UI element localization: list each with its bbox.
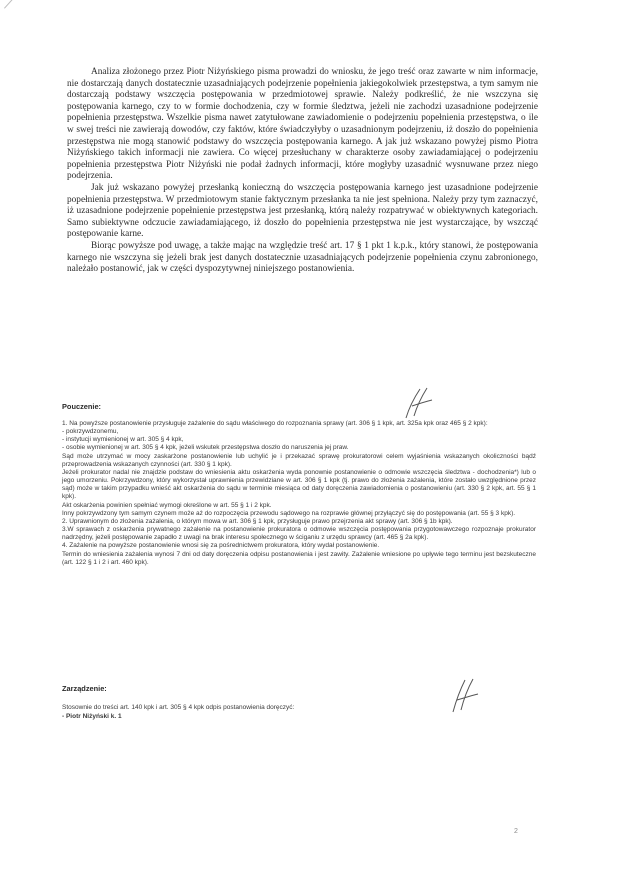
pouczenie-list xyxy=(62,420,536,567)
paragraph-conclusion: Biorąc powyższe pod uwagę, a także mając na względzie treść art. 17 § 1 pkt 1 k.p.k., który stanowi, że postępowania karnego nie wszczyna się jeżeli brak jest danych dostatecznie uzasadniających podejrzenie popełnienia czynu zabronionego, należało postanowić, jak w części dyspozytywnej niniejszego postanowienia. xyxy=(67,240,538,275)
signature-pouczenie xyxy=(400,386,436,420)
pouczenie-title: Pouczenie: xyxy=(62,402,102,411)
zarzadzenie-instruction: Stosownie do treści art. 140 kpk i art. 305 § 4 kpk odpis postanowienia doręczyć: xyxy=(62,704,295,711)
pouczenie-line: Sąd może utrzymać w mocy zaskarżone postanowienie lub uchylić je i przekazać sprawę prokuratorowi celem wyjaśnienia wskazanych okoliczności bądź przeprowadzenia wskazanych czynności (art. 330 § 1 kpk). xyxy=(62,452,536,468)
pouczenie-line: 2. Uprawnionym do złożenia zażalenia, o którym mowa w art. 306 § 1 kpk, przysługuje prawo przejrzenia akt sprawy (art. 306 § 1b kpk). xyxy=(62,517,453,525)
page-number: 2 xyxy=(514,828,518,835)
pouczenie-line: Akt oskarżenia powinien spełniać wymogi określone w art. 55 § 1 i 2 kpk. xyxy=(62,501,272,509)
pouczenie-line: 1. Na powyższe postanowienie przysługuje zażalenie do sądu właściwego do rozpoznania sprawy (art. 306 § 1 kpk, art. 325a kpk oraz 465 § 2 kpk): xyxy=(62,420,488,427)
paragraph-premise: Jak już wskazano powyżej przesłanką konieczną do wszczęcia postępowania karnego jest uzasadnione podejrzenie popełnienia przestępstwa. W przedmiotowym stanie faktycznym przesłanka ta nie jest spełniona. Należy przy tym zaznaczyć, iż uzasadnione podejrzenie popełnienie przestępstwa jest przesłanką, którą należy rozpatrywać w obiektywnych kategoriach. Samo subiektywne odczucie zawiadamiającego, iż doszło do popełnienia przestępstwa nie jest wystarczające, by wszcząć postępowanie karne. xyxy=(67,182,538,240)
pouczenie-line: Inny pokrzywdzony tym samym czynem może aż do rozpoczęcia przewodu sądowego na rozprawie głównej przyłączyć się do postępowania (art. 55 § 3 kpk). xyxy=(62,509,516,517)
pouczenie-line: 4. Zażalenie na powyższe postanowienie wnosi się za pośrednictwem prokuratora, który wydał postanowienie. xyxy=(62,542,380,550)
justification-text xyxy=(67,67,538,276)
zarzadzenie-recipient: - Piotr Niżyński k. 1 xyxy=(62,712,122,720)
pouczenie-line: Termin do wniesienia zażalenia wynosi 7 dni od daty doręczenia odpisu postanowienia i jest zawity. Zażalenie wniesione po upływie tego terminu jest bezskuteczne (art. 122 § 1 i 2 i art. 460 kpk). xyxy=(62,550,536,566)
pouczenie-line: 3.W sprawach z oskarżenia prywatnego zażalenie na postanowienie prokuratora o odmowie wszczęcia postępowania przygotowawczego rozpoznaje prokurator nadrzędny, jeżeli postępowanie zapadło z uwagi na brak interesu społecznego w ściganiu z urzędu sprawcy (art. 465 § 2a kpk). xyxy=(62,526,536,542)
paragraph-analysis: Analiza złożonego przez Piotr Niżyńskiego pisma prowadzi do wniosku, że jego treść oraz zawarte w nim informacje, nie dostarczają danych dostatecznie uzasadniających podejrzenie popełnienia jakiegokolwiek przestępstwa, a tym samym nie dostarczają podstawy wszczęcia postępowania w przedmiotowej sprawie. Należy podkreślić, że nie wszczyna się postępowania karnego, czy to w formie dochodzenia, czy w formie śledztwa, jeżeli nie zachodzi uzasadnione podejrzenie popełnienia przestępstwa. Wszelkie pisma nawet zatytułowane zawiadomienie o podejrzeniu popełnienia przestępstwa, o ile w swej treści nie zawierają dowodów, czy faktów, które świadczyłyby o uzasadnionym podejrzeniu, iż doszło do popełnienia przestępstwa nie mogą stanowić podstawy do wszczęcia postępowania karnego. A jak już wskazano powyżej pismo Piotra Niżyńskiego takich informacji nie zawiera. Co więcej przesłuchany w charakterze osoby zawiadamiającej o podejrzeniu popełnienia przestępstwa Piotr Niżyński nie podał żadnych informacji, które mogłyby uzasadnić wysnuwane przez niego podejrzenia. xyxy=(67,67,538,182)
zarzadzenie-title: Zarządzenie: xyxy=(62,684,107,693)
scan-corner-mark xyxy=(4,0,19,9)
zarzadzenie-list xyxy=(62,704,536,721)
pouczenie-line: Jeżeli prokurator nadal nie znajdzie podstaw do wniesienia aktu oskarżenia wyda ponownie postanowienie o odmowie wszczęcia śledztwa - dochodzenia*) lub o jego umorzeniu. Pokrzywdzony, który wykorzystał uprawnienia przewidziane w art. 306 § 1 kpk (tj. prawo do złożenia zażalenia, które zostało uwzględnione przez sąd) może w takim przypadku wnieść akt oskarżenia do sądu w terminie miesiąca od daty doręczenia zawiadomienia o postanowieniu (art. 330 § 2 kpk, art. 55 § 1 kpk). xyxy=(62,468,536,501)
pouczenie-line: - pokrzywdzonemu, xyxy=(62,428,119,436)
pouczenie-line: - osobie wymienionej w art. 305 § 4 kpk, jeżeli wskutek przestępstwa doszło do naruszenia jej praw. xyxy=(62,444,349,452)
pouczenie-line: - instytucji wymienionej w art. 305 § 4 kpk, xyxy=(62,436,184,444)
